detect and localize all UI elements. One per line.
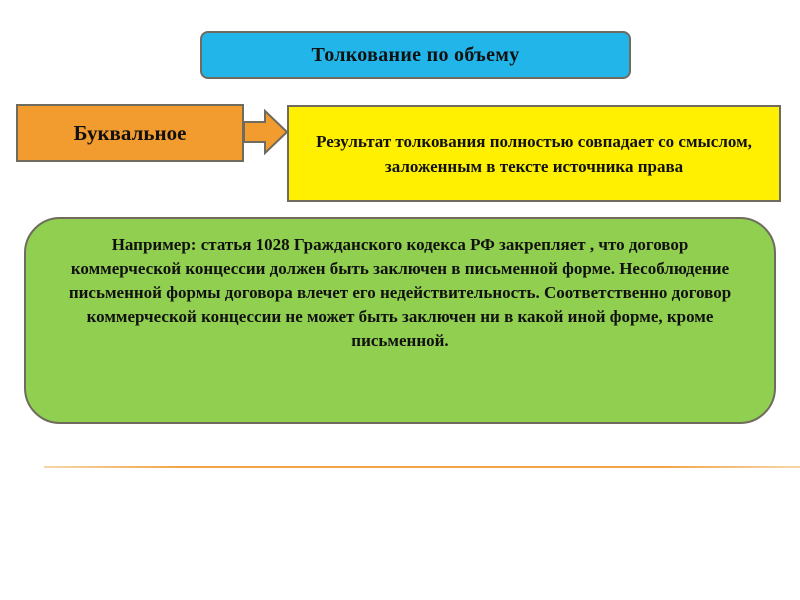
footer-divider — [44, 466, 800, 468]
title-box — [200, 31, 631, 79]
right-arrow-icon — [243, 109, 289, 155]
interpretation-type-label: Буквальное — [73, 120, 187, 145]
slide-title: Толкование по объему — [311, 43, 520, 66]
example-box — [24, 217, 776, 424]
example-text: Например: статья 1028 Гражданского кодекса РФ закрепляет , что договор коммерческой концессии должен быть заключен в письменной форме. Несоблюдение письменной формы договора влечет его недействительность. Соответственно договор коммерческой концессии не может быть заключен ни в какой иной форме, кроме письменной. — [68, 235, 732, 350]
arrow-shape — [244, 111, 287, 153]
result-box — [287, 105, 781, 202]
interpretation-type-box — [16, 104, 244, 162]
result-text: Результат толкования полностью совпадает со смыслом, заложенным в тексте источника права — [316, 131, 752, 176]
